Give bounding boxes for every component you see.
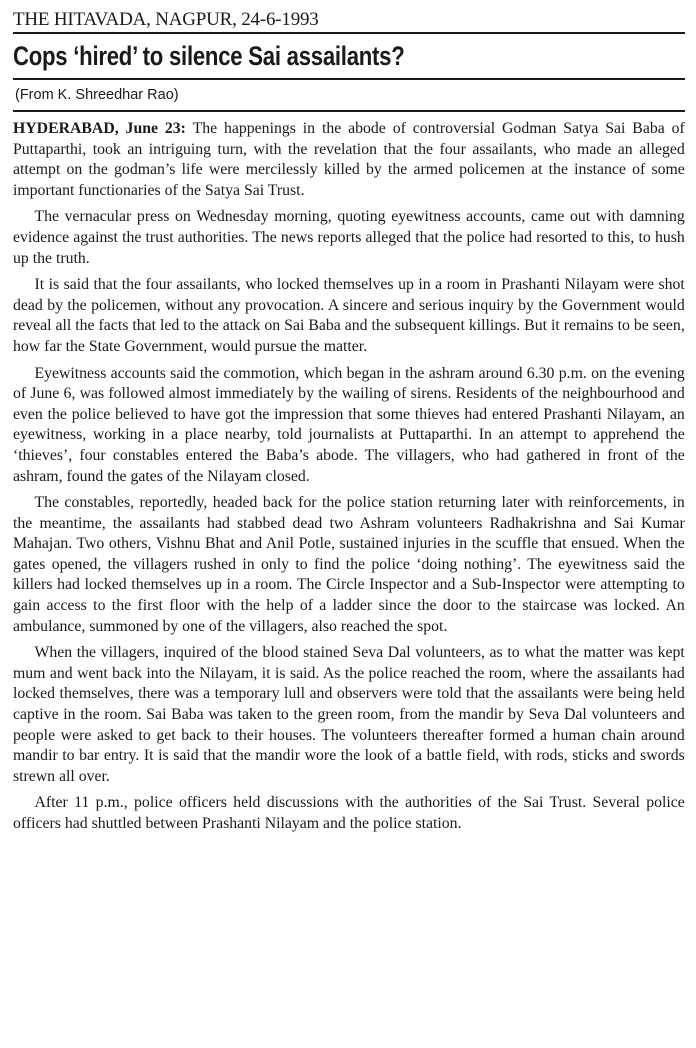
headline: Cops ‘hired’ to silence Sai assailants? <box>13 41 405 71</box>
masthead: THE HITAVADA, NAGPUR, 24-6-1993 <box>13 9 319 30</box>
byline: (From K. Shreedhar Rao) <box>15 87 179 103</box>
dateline: HYDERABAD, June 23: <box>13 119 186 137</box>
article-body <box>13 118 685 834</box>
paragraph-1 <box>13 118 685 200</box>
newspaper-clipping <box>13 0 685 840</box>
paragraph-1-text: The happenings in the abode of controversial Godman Satya Sai Baba of Puttaparthi, took an intriguing turn, with the revelation that the four assailants, who made an alleged attempt on the godman’s life were mercilessly killed by the armed policemen at the instance of some important functionaries of the Satya Sai Trust. <box>13 119 685 199</box>
byline-rule <box>13 110 685 112</box>
paragraph-5: The constables, reportedly, headed back for the police station returning later with reinforcements, in the meantime, the assailants had stabbed dead two Ashram volunteers Radhakrishna and Sai Kumar Mahajan. Two others, Vishnu Bhat and Anil Potle, sustained injuries in the scuffle that ensued. When the gates opened, the villagers rushed in only to find the police ‘doing nothing’. The eyewitness said the killers had locked themselves up in a room. The Circle Inspector and a Sub-Inspector were attempting to gain access to the first floor with the help of a ladder since the door to the staircase was locked. An ambulance, summoned by one of the villagers, also reached the spot. <box>13 493 685 635</box>
paragraph-6: When the villagers, inquired of the blood stained Seva Dal volunteers, as to what the matter was kept mum and went back into the Nilayam, it is said. As the police reached the room, where the assailants had locked themselves, there was a temporary lull and observers were told that the assailants were being held captive in the room. Sai Baba was taken to the green room, from the mandir by Seva Dal volunteers and people were asked to get back to their houses. The volunteers thereafter formed a human chain around mandir to bar entry. It is said that the mandir wore the look of a battle field, with rods, sticks and swords strewn all over. <box>13 643 685 785</box>
paragraph-2: The vernacular press on Wednesday morning, quoting eyewitness accounts, came out with damning evidence against the trust authorities. The news reports alleged that the police had resorted to this, to hush up the truth. <box>13 207 685 267</box>
paragraph-4: Eyewitness accounts said the commotion, which began in the ashram around 6.30 p.m. on the evening of June 6, was followed almost immediately by the wailing of sirens. Residents of the neighbourhood and even the police believed to have got the impression that some thieves had entered Prashanti Nilayam, an eyewitness, working in a place nearby, told journalists at Puttaparthi. In an attempt to apprehend the ‘thieves’, four constables entered the Baba’s abode. The villagers, who had gathered in front of the ashram, found the gates of the Nilayam closed. <box>13 363 685 485</box>
paragraph-3: It is said that the four assailants, who locked themselves up in a room in Prashanti Nilayam were shot dead by the policemen, without any provocation. A sincere and serious inquiry by the Government would reveal all the facts that led to the attack on Sai Baba and the subsequent killings. But it remains to be seen, how far the State Government, would pursue the matter. <box>13 275 685 355</box>
paragraph-7: After 11 p.m., police officers held discussions with the authorities of the Sai Trust. Several police officers had shuttled between Prashanti Nilayam and the police station. <box>13 793 685 832</box>
